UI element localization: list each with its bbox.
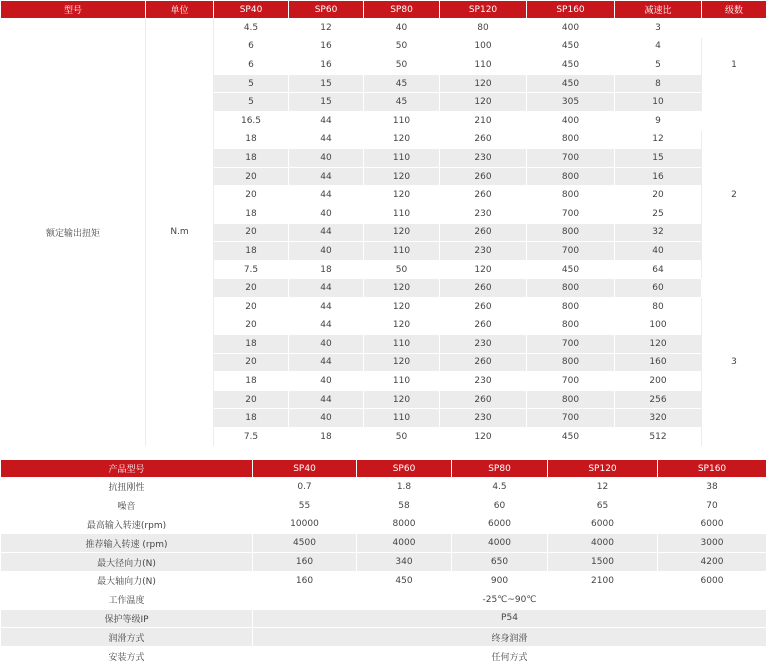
value-cell: 120: [364, 186, 440, 205]
value-cell: 230: [440, 409, 527, 428]
value-cell: 256: [615, 390, 702, 409]
value-cell: 50: [364, 260, 440, 279]
spec-label: 噪音: [1, 496, 253, 515]
value-cell: 110: [364, 372, 440, 391]
header-cell: SP120: [548, 460, 658, 478]
value-cell: 4.5: [214, 19, 289, 38]
value-cell: 16: [289, 37, 364, 56]
table-row: [1, 609, 766, 628]
value-cell: 700: [527, 409, 615, 428]
header-cell: 型号: [1, 1, 146, 19]
spec-value: 0.7: [253, 478, 357, 497]
value-cell: 120: [364, 316, 440, 335]
spec-value: 38: [658, 478, 766, 497]
spec-value: 2100: [548, 571, 658, 590]
value-cell: 16.5: [214, 111, 289, 130]
spec-value: 55: [253, 496, 357, 515]
value-cell: 230: [440, 372, 527, 391]
value-cell: 110: [364, 111, 440, 130]
spec-value: 1.8: [357, 478, 452, 497]
spec-label: 抗扭刚性: [1, 478, 253, 497]
header-cell: SP60: [289, 1, 364, 19]
value-cell: 18: [214, 204, 289, 223]
torque-label: 额定输出扭矩: [1, 19, 146, 447]
spec-value: 任何方式: [253, 647, 766, 666]
spec-value: 160: [253, 571, 357, 590]
spec-value: 6000: [548, 515, 658, 534]
value-cell: 6: [214, 37, 289, 56]
unit-cell: N.m: [146, 19, 214, 447]
value-cell: 260: [440, 130, 527, 149]
value-cell: 450: [527, 260, 615, 279]
spec-value: 4000: [548, 534, 658, 553]
value-cell: 120: [440, 74, 527, 93]
header-cell: SP80: [364, 1, 440, 19]
table-row: [1, 534, 766, 553]
value-cell: 15: [289, 74, 364, 93]
value-cell: 512: [615, 428, 702, 447]
value-cell: 50: [364, 56, 440, 75]
value-cell: 260: [440, 223, 527, 242]
value-cell: 60: [615, 279, 702, 298]
spec-table: [0, 459, 766, 666]
value-cell: 20: [214, 279, 289, 298]
value-cell: 700: [527, 149, 615, 168]
spec-value: 6000: [658, 571, 766, 590]
value-cell: 120: [364, 279, 440, 298]
value-cell: 40: [615, 242, 702, 261]
value-cell: 230: [440, 242, 527, 261]
value-cell: 120: [364, 130, 440, 149]
value-cell: 5: [615, 56, 702, 75]
value-cell: 18: [214, 335, 289, 354]
value-cell: 110: [364, 409, 440, 428]
value-cell: 20: [214, 316, 289, 335]
value-cell: 64: [615, 260, 702, 279]
value-cell: 7.5: [214, 428, 289, 447]
value-cell: 450: [527, 428, 615, 447]
spec-label: 最高输入转速(rpm): [1, 515, 253, 534]
value-cell: 800: [527, 316, 615, 335]
spec-value: 8000: [357, 515, 452, 534]
spec-label: 保护等级IP: [1, 609, 253, 628]
table-row: [1, 496, 766, 515]
value-cell: 160: [615, 353, 702, 372]
value-cell: 260: [440, 390, 527, 409]
value-cell: 44: [289, 167, 364, 186]
value-cell: 18: [214, 149, 289, 168]
value-cell: 260: [440, 279, 527, 298]
spec-label: 最大径向力(N): [1, 553, 253, 572]
value-cell: 700: [527, 204, 615, 223]
value-cell: 7.5: [214, 260, 289, 279]
value-cell: 5: [214, 93, 289, 112]
value-cell: 40: [289, 372, 364, 391]
torque-header-row: [1, 1, 766, 19]
spec-value: 65: [548, 496, 658, 515]
header-cell: SP160: [527, 1, 615, 19]
value-cell: 700: [527, 335, 615, 354]
value-cell: 44: [289, 353, 364, 372]
value-cell: 20: [214, 186, 289, 205]
value-cell: 260: [440, 316, 527, 335]
value-cell: 44: [289, 223, 364, 242]
value-cell: 230: [440, 204, 527, 223]
value-cell: 260: [440, 297, 527, 316]
table-row: [1, 590, 766, 609]
value-cell: 20: [214, 223, 289, 242]
value-cell: 110: [364, 335, 440, 354]
value-cell: 12: [615, 130, 702, 149]
value-cell: 45: [364, 93, 440, 112]
value-cell: 120: [364, 297, 440, 316]
spec-value: 340: [357, 553, 452, 572]
spec-value: 4.5: [452, 478, 548, 497]
spec-label: 推荐输入转速 (rpm): [1, 534, 253, 553]
spec-value: 60: [452, 496, 548, 515]
spec-table-body: [1, 478, 766, 666]
header-cell: SP40: [253, 460, 357, 478]
value-cell: 5: [214, 74, 289, 93]
table-row: [1, 515, 766, 534]
value-cell: 210: [440, 111, 527, 130]
value-cell: 800: [527, 390, 615, 409]
value-cell: 120: [364, 390, 440, 409]
value-cell: 44: [289, 390, 364, 409]
spec-value: 4200: [658, 553, 766, 572]
value-cell: 40: [364, 19, 440, 38]
value-cell: 4: [615, 37, 702, 56]
value-cell: 400: [527, 19, 615, 38]
header-cell: SP160: [658, 460, 766, 478]
value-cell: 20: [615, 186, 702, 205]
spec-value: 12: [548, 478, 658, 497]
value-cell: 40: [289, 335, 364, 354]
table-row: [1, 478, 766, 497]
spec-value: 900: [452, 571, 548, 590]
value-cell: 15: [289, 93, 364, 112]
value-cell: 8: [615, 74, 702, 93]
value-cell: 450: [527, 56, 615, 75]
value-cell: 18: [289, 260, 364, 279]
table-row: [1, 19, 766, 38]
value-cell: 260: [440, 167, 527, 186]
value-cell: 50: [364, 428, 440, 447]
value-cell: 80: [615, 297, 702, 316]
table-row: [1, 628, 766, 647]
value-cell: 6: [214, 56, 289, 75]
table-row: [1, 553, 766, 572]
header-cell: SP60: [357, 460, 452, 478]
spec-value: 1500: [548, 553, 658, 572]
value-cell: 20: [214, 297, 289, 316]
torque-table-body: [1, 19, 766, 447]
value-cell: 305: [527, 93, 615, 112]
spec-value: 650: [452, 553, 548, 572]
stage-level: 1: [702, 19, 766, 112]
value-cell: 20: [214, 167, 289, 186]
spec-value: 450: [357, 571, 452, 590]
value-cell: 45: [364, 74, 440, 93]
value-cell: 20: [214, 353, 289, 372]
value-cell: 120: [440, 260, 527, 279]
value-cell: 120: [440, 93, 527, 112]
value-cell: 40: [289, 409, 364, 428]
value-cell: 12: [289, 19, 364, 38]
value-cell: 260: [440, 353, 527, 372]
value-cell: 18: [289, 428, 364, 447]
header-cell: SP40: [214, 1, 289, 19]
value-cell: 110: [440, 56, 527, 75]
table-row: [1, 571, 766, 590]
spec-value: 3000: [658, 534, 766, 553]
value-cell: 25: [615, 204, 702, 223]
value-cell: 3: [615, 19, 702, 38]
spec-value: 58: [357, 496, 452, 515]
stage-level: 3: [702, 279, 766, 446]
value-cell: 120: [615, 335, 702, 354]
value-cell: 10: [615, 93, 702, 112]
value-cell: 110: [364, 204, 440, 223]
value-cell: 320: [615, 409, 702, 428]
spec-value: 6000: [452, 515, 548, 534]
spec-label: 安装方式: [1, 647, 253, 666]
header-cell: 级数: [702, 1, 766, 19]
value-cell: 44: [289, 316, 364, 335]
stage-level: 2: [702, 111, 766, 278]
value-cell: 16: [615, 167, 702, 186]
value-cell: 18: [214, 409, 289, 428]
value-cell: 800: [527, 279, 615, 298]
value-cell: 800: [527, 297, 615, 316]
value-cell: 16: [289, 56, 364, 75]
spec-value: 6000: [658, 515, 766, 534]
value-cell: 260: [440, 186, 527, 205]
value-cell: 40: [289, 149, 364, 168]
spec-value: -25℃~90℃: [253, 590, 766, 609]
value-cell: 800: [527, 167, 615, 186]
value-cell: 32: [615, 223, 702, 242]
value-cell: 800: [527, 186, 615, 205]
header-cell: 单位: [146, 1, 214, 19]
header-cell: SP120: [440, 1, 527, 19]
table-row: [1, 647, 766, 666]
spec-label: 润滑方式: [1, 628, 253, 647]
spec-header-row: [1, 460, 766, 478]
value-cell: 44: [289, 186, 364, 205]
header-cell: SP80: [452, 460, 548, 478]
value-cell: 18: [214, 130, 289, 149]
value-cell: 800: [527, 130, 615, 149]
spec-value: 终身润滑: [253, 628, 766, 647]
value-cell: 120: [364, 223, 440, 242]
value-cell: 44: [289, 130, 364, 149]
spec-value: 4000: [452, 534, 548, 553]
value-cell: 50: [364, 37, 440, 56]
value-cell: 230: [440, 335, 527, 354]
value-cell: 110: [364, 149, 440, 168]
value-cell: 44: [289, 297, 364, 316]
value-cell: 120: [440, 428, 527, 447]
value-cell: 230: [440, 149, 527, 168]
spec-value: 4000: [357, 534, 452, 553]
value-cell: 100: [440, 37, 527, 56]
value-cell: 700: [527, 372, 615, 391]
spec-label: 工作温度: [1, 590, 253, 609]
value-cell: 450: [527, 37, 615, 56]
value-cell: 18: [214, 372, 289, 391]
value-cell: 44: [289, 111, 364, 130]
value-cell: 700: [527, 242, 615, 261]
value-cell: 800: [527, 353, 615, 372]
value-cell: 400: [527, 111, 615, 130]
value-cell: 100: [615, 316, 702, 335]
value-cell: 120: [364, 167, 440, 186]
spec-value: 70: [658, 496, 766, 515]
spec-value: 10000: [253, 515, 357, 534]
value-cell: 80: [440, 19, 527, 38]
spec-label: 最大轴向力(N): [1, 571, 253, 590]
header-cell: 减速比: [615, 1, 702, 19]
header-cell: 产品型号: [1, 460, 253, 478]
value-cell: 40: [289, 204, 364, 223]
value-cell: 18: [214, 242, 289, 261]
value-cell: 450: [527, 74, 615, 93]
spec-value: 4500: [253, 534, 357, 553]
value-cell: 800: [527, 223, 615, 242]
value-cell: 9: [615, 111, 702, 130]
spec-value: P54: [253, 609, 766, 628]
value-cell: 15: [615, 149, 702, 168]
value-cell: 200: [615, 372, 702, 391]
value-cell: 44: [289, 279, 364, 298]
value-cell: 40: [289, 242, 364, 261]
value-cell: 120: [364, 353, 440, 372]
value-cell: 110: [364, 242, 440, 261]
value-cell: 20: [214, 390, 289, 409]
spec-value: 160: [253, 553, 357, 572]
